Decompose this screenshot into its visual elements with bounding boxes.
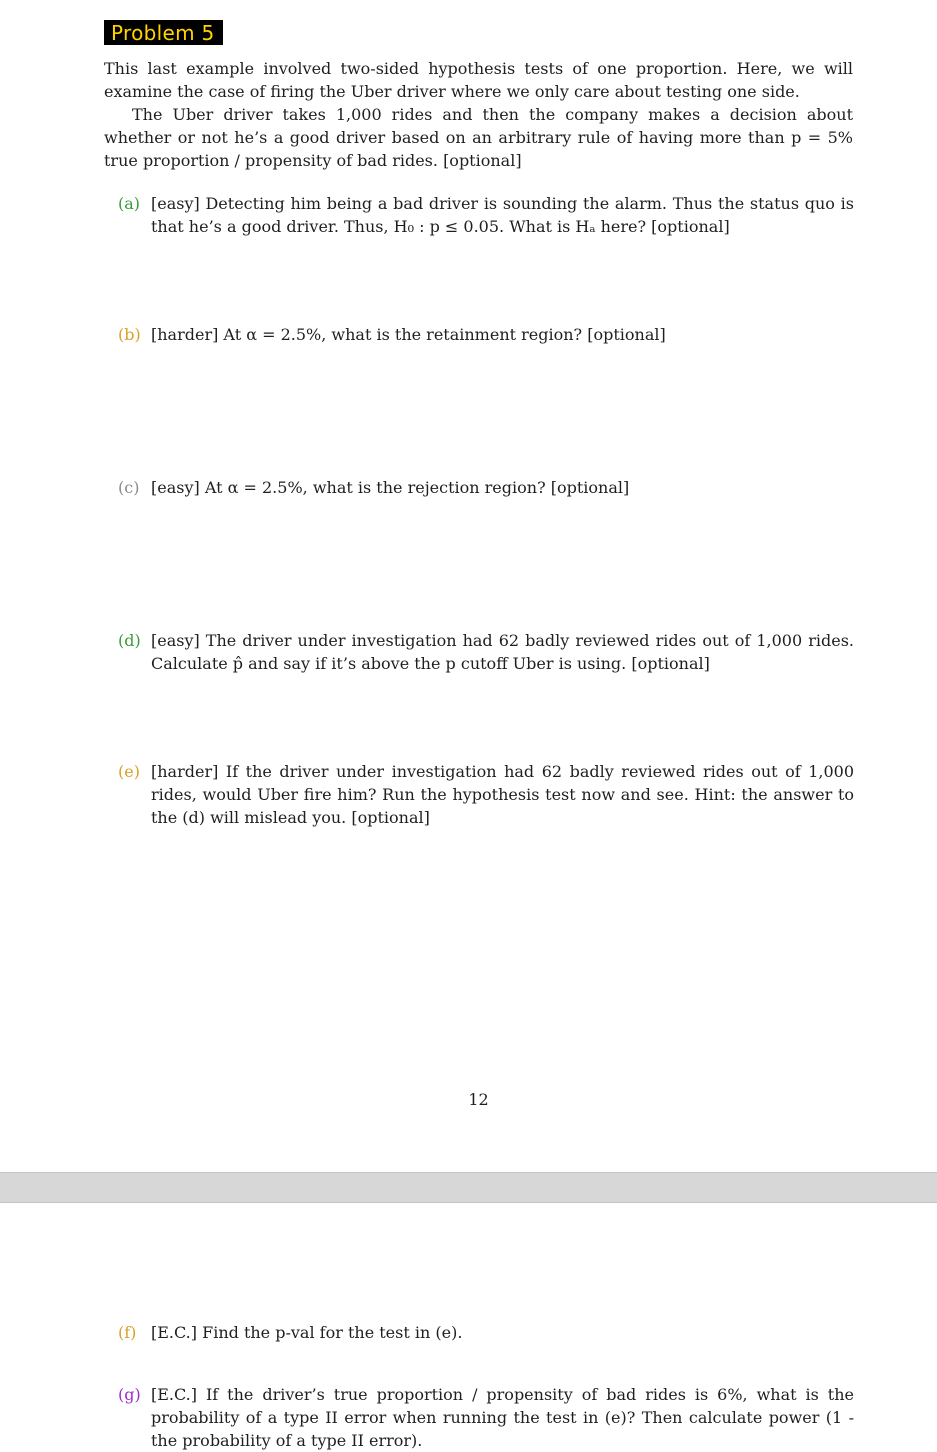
question-text: [easy] Detecting him being a bad driver is sounding the alarm. Thus the status quo is that he’s a good driver. Thus, H₀ : p ≤ 0.05. What is Hₐ here? [optional] xyxy=(151,194,854,236)
question-label: (e) xyxy=(118,762,140,781)
question-label: (c) xyxy=(118,478,140,497)
question-a xyxy=(118,192,854,238)
page-separator xyxy=(0,1172,937,1203)
question-text: [harder] If the driver under investigation had 62 badly reviewed rides out of 1,000 rides, would Uber fire him? Run the hypothesis test now and see. Hint: the answer to the (d) will mislead you. [optional] xyxy=(151,762,854,827)
question-text: [easy] The driver under investigation had 62 badly reviewed rides out of 1,000 rides. Calculate p̂ and say if it’s above the p cutoff Uber is using. [optional] xyxy=(151,631,854,673)
question-label: (a) xyxy=(118,194,141,213)
question-label: (f) xyxy=(118,1323,137,1342)
question-label: (b) xyxy=(118,325,141,344)
intro-paragraph-2: The Uber driver takes 1,000 rides and then the company makes a decision about whether or not he’s a good driver based on an arbitrary rule of having more than p = 5% true proportion / propensity of bad rides. [optional] xyxy=(104,105,853,170)
question-text: [E.C.] If the driver’s true proportion / propensity of bad rides is 6%, what is the probability of a type II error when running the test in (e)? Then calculate power (1 - the probability of a type II error). xyxy=(151,1385,854,1450)
page-2 xyxy=(0,1203,937,1449)
question-label: (d) xyxy=(118,631,141,650)
page-number: 12 xyxy=(468,1090,489,1109)
question-d xyxy=(118,629,854,675)
question-text: [harder] At α = 2.5%, what is the retainment region? [optional] xyxy=(151,325,666,344)
intro-paragraph: This last example involved two-sided hypothesis tests of one proportion. Here, we will examine the case of firing the Uber driver where we only care about testing one side. xyxy=(104,59,853,101)
question-e xyxy=(118,760,854,829)
question-c xyxy=(118,476,854,499)
problem-title: Problem 5 xyxy=(104,20,223,45)
question-text: [E.C.] Find the p-val for the test in (e). xyxy=(151,1323,463,1342)
question-g xyxy=(118,1383,854,1452)
question-text: [easy] At α = 2.5%, what is the rejection region? [optional] xyxy=(151,478,630,497)
question-f xyxy=(118,1321,854,1344)
question-b xyxy=(118,323,854,346)
question-label: (g) xyxy=(118,1385,141,1404)
